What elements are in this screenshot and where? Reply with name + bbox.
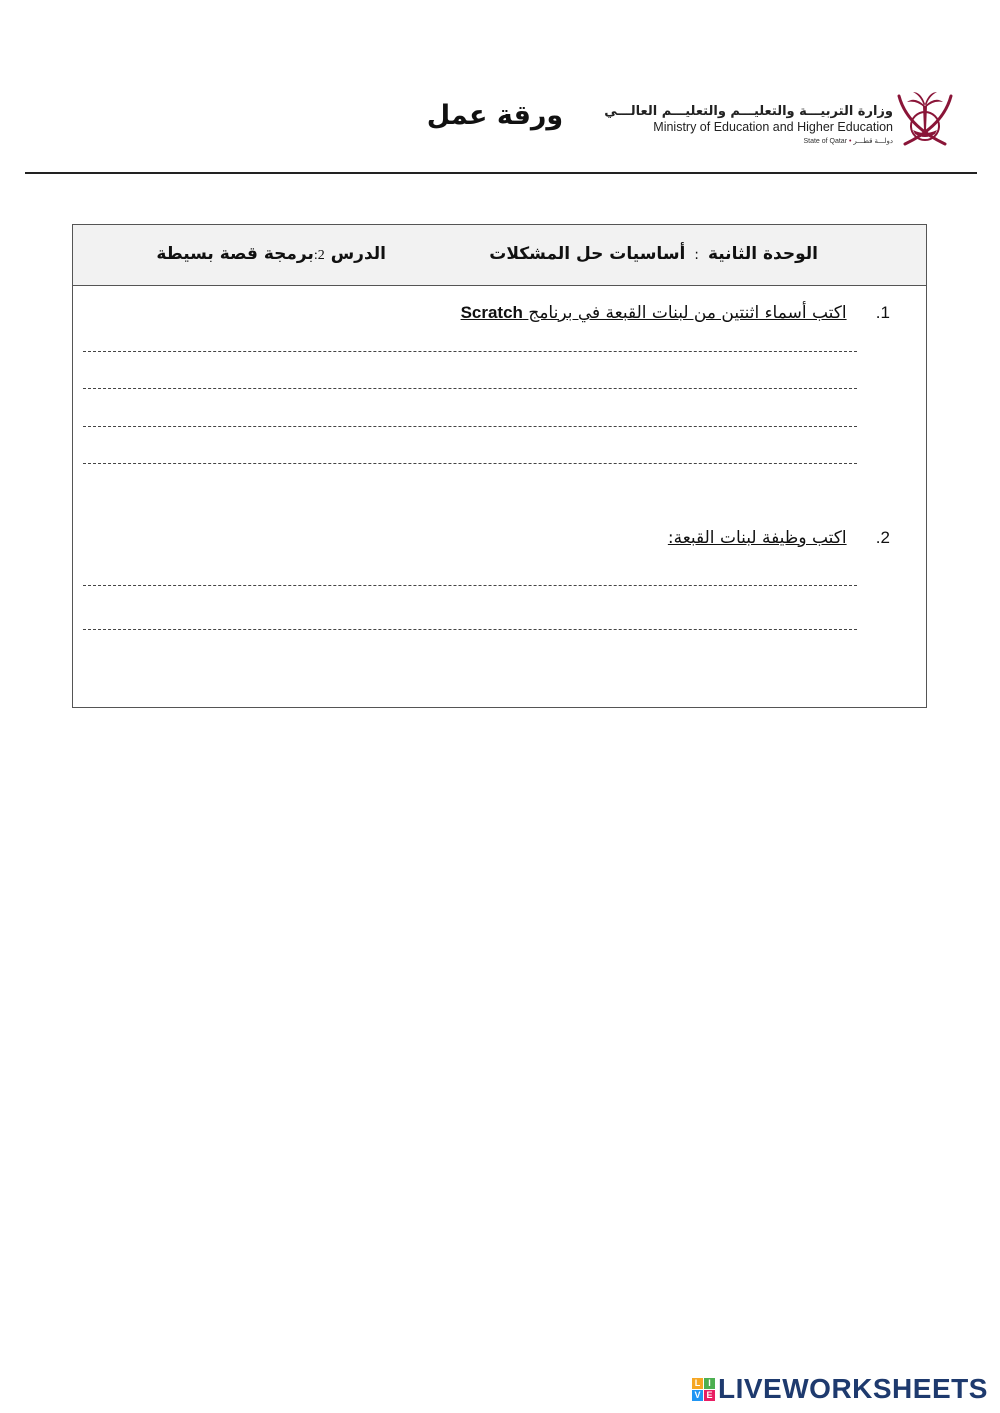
header-divider xyxy=(25,172,977,174)
question-text-arabic: اكتب وظيفة لبنات القبعة: xyxy=(667,528,847,548)
state-label xyxy=(640,137,893,147)
question-1 xyxy=(461,303,890,323)
state-name-english: State of Qatar xyxy=(803,138,848,145)
separator-dot-icon: • xyxy=(849,138,852,145)
lesson-label: الدرس xyxy=(330,244,386,264)
unit-title xyxy=(489,244,818,264)
page-header xyxy=(0,0,1000,180)
state-name-arabic: دولـــة قطـــر xyxy=(853,138,893,145)
answer-line-q1-2[interactable] xyxy=(83,388,857,389)
badge-letter-e: E xyxy=(704,1390,715,1401)
unit-separator: : xyxy=(694,247,700,263)
answer-line-q1-3[interactable] xyxy=(83,426,857,427)
qatar-emblem-icon xyxy=(893,86,957,150)
answer-line-q1-4[interactable] xyxy=(83,463,857,464)
page-title: ورقة عمل xyxy=(426,100,564,131)
lesson-separator: : xyxy=(313,248,318,263)
liveworksheets-wordmark: LIVEWORKSHEETS xyxy=(718,1373,988,1404)
unit-label: الوحدة الثانية xyxy=(707,244,818,264)
question-text xyxy=(668,528,847,548)
question-text-latin: Scratch xyxy=(460,303,523,322)
question-2 xyxy=(668,528,890,548)
badge-letter-l: L xyxy=(692,1378,703,1389)
ministry-name-arabic: وزارة التربيـــة والتعليـــم والتعليـــم العالـــي xyxy=(604,104,893,119)
liveworksheets-logo xyxy=(692,1372,988,1406)
worksheet-heading-bar xyxy=(73,225,926,286)
answer-line-q2-2[interactable] xyxy=(83,629,857,630)
badge-letter-v: V xyxy=(692,1390,703,1401)
ministry-name-english: Ministry of Education and Higher Education xyxy=(653,120,893,134)
question-text xyxy=(461,303,847,323)
answer-line-q2-1[interactable] xyxy=(83,585,857,586)
question-text-arabic: اكتب أسماء اثنتين من لبنات القبعة في برنامج xyxy=(528,303,847,323)
worksheet-panel xyxy=(72,224,927,708)
answer-line-q1-1[interactable] xyxy=(83,351,857,352)
question-number: 1. xyxy=(875,303,890,322)
liveworksheets-badge-icon xyxy=(692,1378,715,1401)
ministry-logo-text xyxy=(604,104,893,147)
unit-value: أساسيات حل المشكلات xyxy=(489,244,686,264)
lesson-title xyxy=(156,244,386,264)
lesson-value: برمجة قصة بسيطة xyxy=(156,244,314,264)
question-number: 2. xyxy=(875,528,890,547)
badge-letter-i: I xyxy=(704,1378,715,1389)
lesson-number: 2 xyxy=(317,248,325,263)
